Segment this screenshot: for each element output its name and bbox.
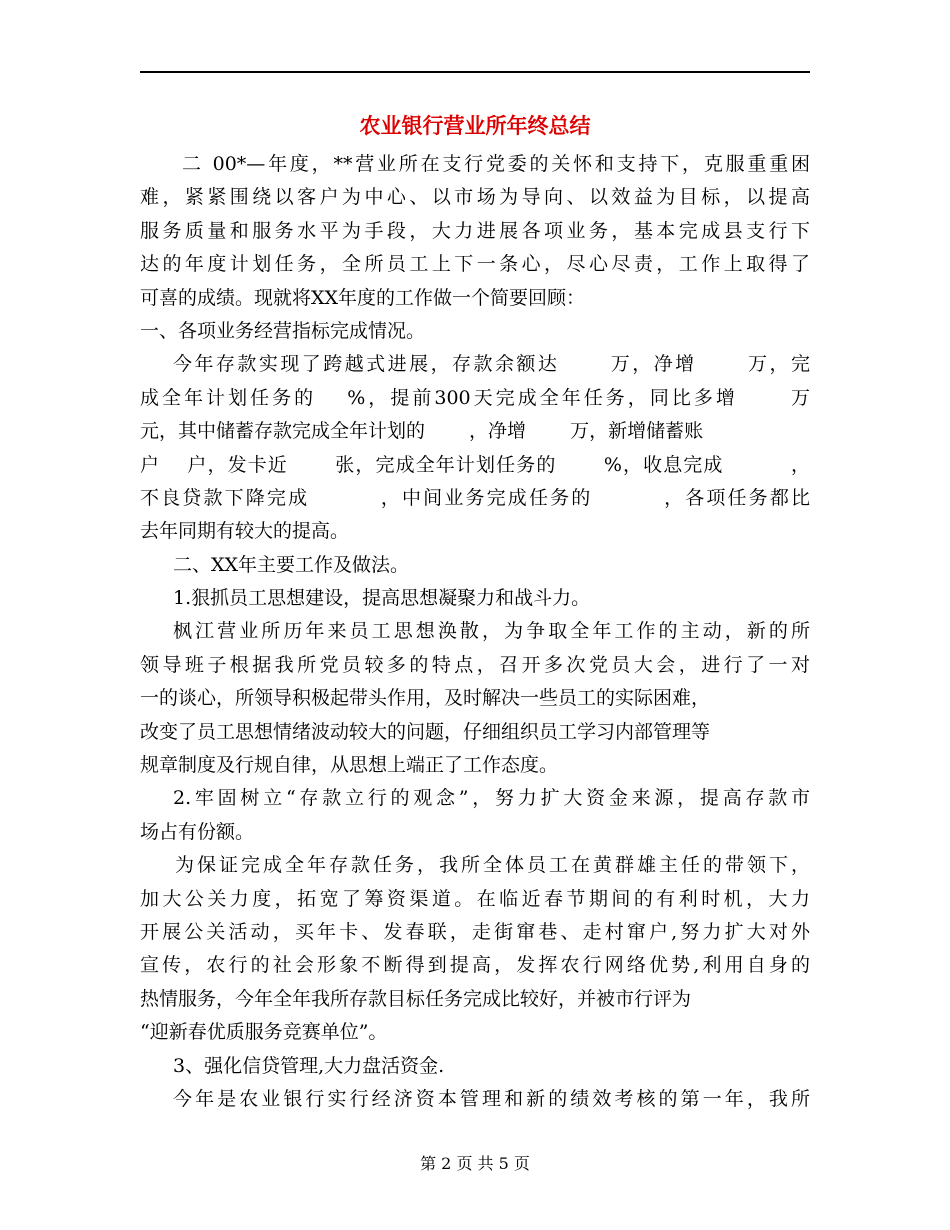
subsection-heading: 3、强化信贷管理,大力盘活资金.	[173, 1054, 445, 1077]
body-line: 可喜的成绩。现就将XX年度的工作做一个简要回顾：	[140, 286, 586, 309]
body-line: 元，其中储蓄存款完成全年计划的 ，净增 万，新增储蓄账	[140, 420, 704, 443]
body-line: 枫江营业所历年来员工思想涣散，为争取全年工作的主动，新的所	[173, 620, 810, 643]
body-line: 开展公关活动，买年卡、发春联，走街窜巷、走村窜户,努力扩大对外	[140, 920, 810, 943]
body-line: 今年是农业银行实行经济资本管理和新的绩效考核的第一年，我所	[173, 1087, 810, 1110]
subsection-heading: 2.牢固树立“存款立行的观念”，努力扩大资金来源，提高存款市	[173, 787, 810, 810]
body-line: 去年同期有较大的提高。	[140, 520, 350, 543]
body-line: 为保证完成全年存款任务，我所全体员工在黄群雄主任的带领下，	[175, 854, 810, 877]
body-line: 规章制度及行规自律，从思想上端正了工作态度。	[140, 754, 559, 777]
header-rule	[140, 71, 810, 73]
body-line: 宣传，农行的社会形象不断得到提高，发挥农行网络优势,利用自身的	[140, 954, 810, 977]
body-line: 户 户，发卡近 张，完成全年计划任务的 %，收息完成 ，	[140, 453, 810, 476]
body-line: 一的谈心，所领导积极起带头作用，及时解决一些员工的实际困难，	[140, 687, 711, 710]
section-heading: 二、XX年主要工作及做法。	[173, 553, 410, 576]
body-line: 改变了员工思想情绪波动较大的问题，仔细组织员工学习内部管理等	[140, 720, 711, 743]
body-line: 热情服务，今年全年我所存款目标任务完成比较好，并被市行评为	[140, 987, 692, 1010]
subsection-heading: 场占有份额。	[140, 820, 255, 843]
body-line: “迎新春优质服务竞赛单位”。	[140, 1021, 388, 1044]
body-line: 今年存款实现了跨越式进展，存款余额达 万，净增 万，完	[173, 353, 810, 376]
body-line: 难，紧紧围绕以客户为中心、以市场为导向、以效益为目标，以提高	[140, 186, 810, 209]
body-line: 加大公关力度，拓宽了筹资渠道。在临近春节期间的有利时机，大力	[140, 887, 810, 910]
body-line: 达的年度计划任务，全所员工上下一条心，尽心尽责，工作上取得了	[140, 253, 810, 276]
body-line: 领导班子根据我所党员较多的特点，召开多次党员大会，进行了一对	[140, 653, 810, 676]
body-line: 成全年计划任务的 %，提前300天完成全年任务，同比多增 万	[140, 386, 810, 409]
body-line: 二 00*—年度，**营业所在支行党委的关怀和支持下，克服重重困	[182, 153, 810, 175]
page-footer: 第 2 页 共 5 页	[420, 1154, 530, 1173]
document-body	[140, 148, 810, 1116]
subsection-heading: 1.狠抓员工思想建设，提高思想凝聚力和战斗力。	[173, 587, 591, 610]
body-line: 不良贷款下降完成 ，中间业务完成任务的 ，各项任务都比	[140, 486, 810, 509]
document-title: 农业银行营业所年终总结	[359, 113, 591, 138]
body-line: 服务质量和服务水平为手段，大力进展各项业务，基本完成县支行下	[140, 219, 810, 242]
section-heading: 一、各项业务经营指标完成情况。	[140, 319, 426, 342]
